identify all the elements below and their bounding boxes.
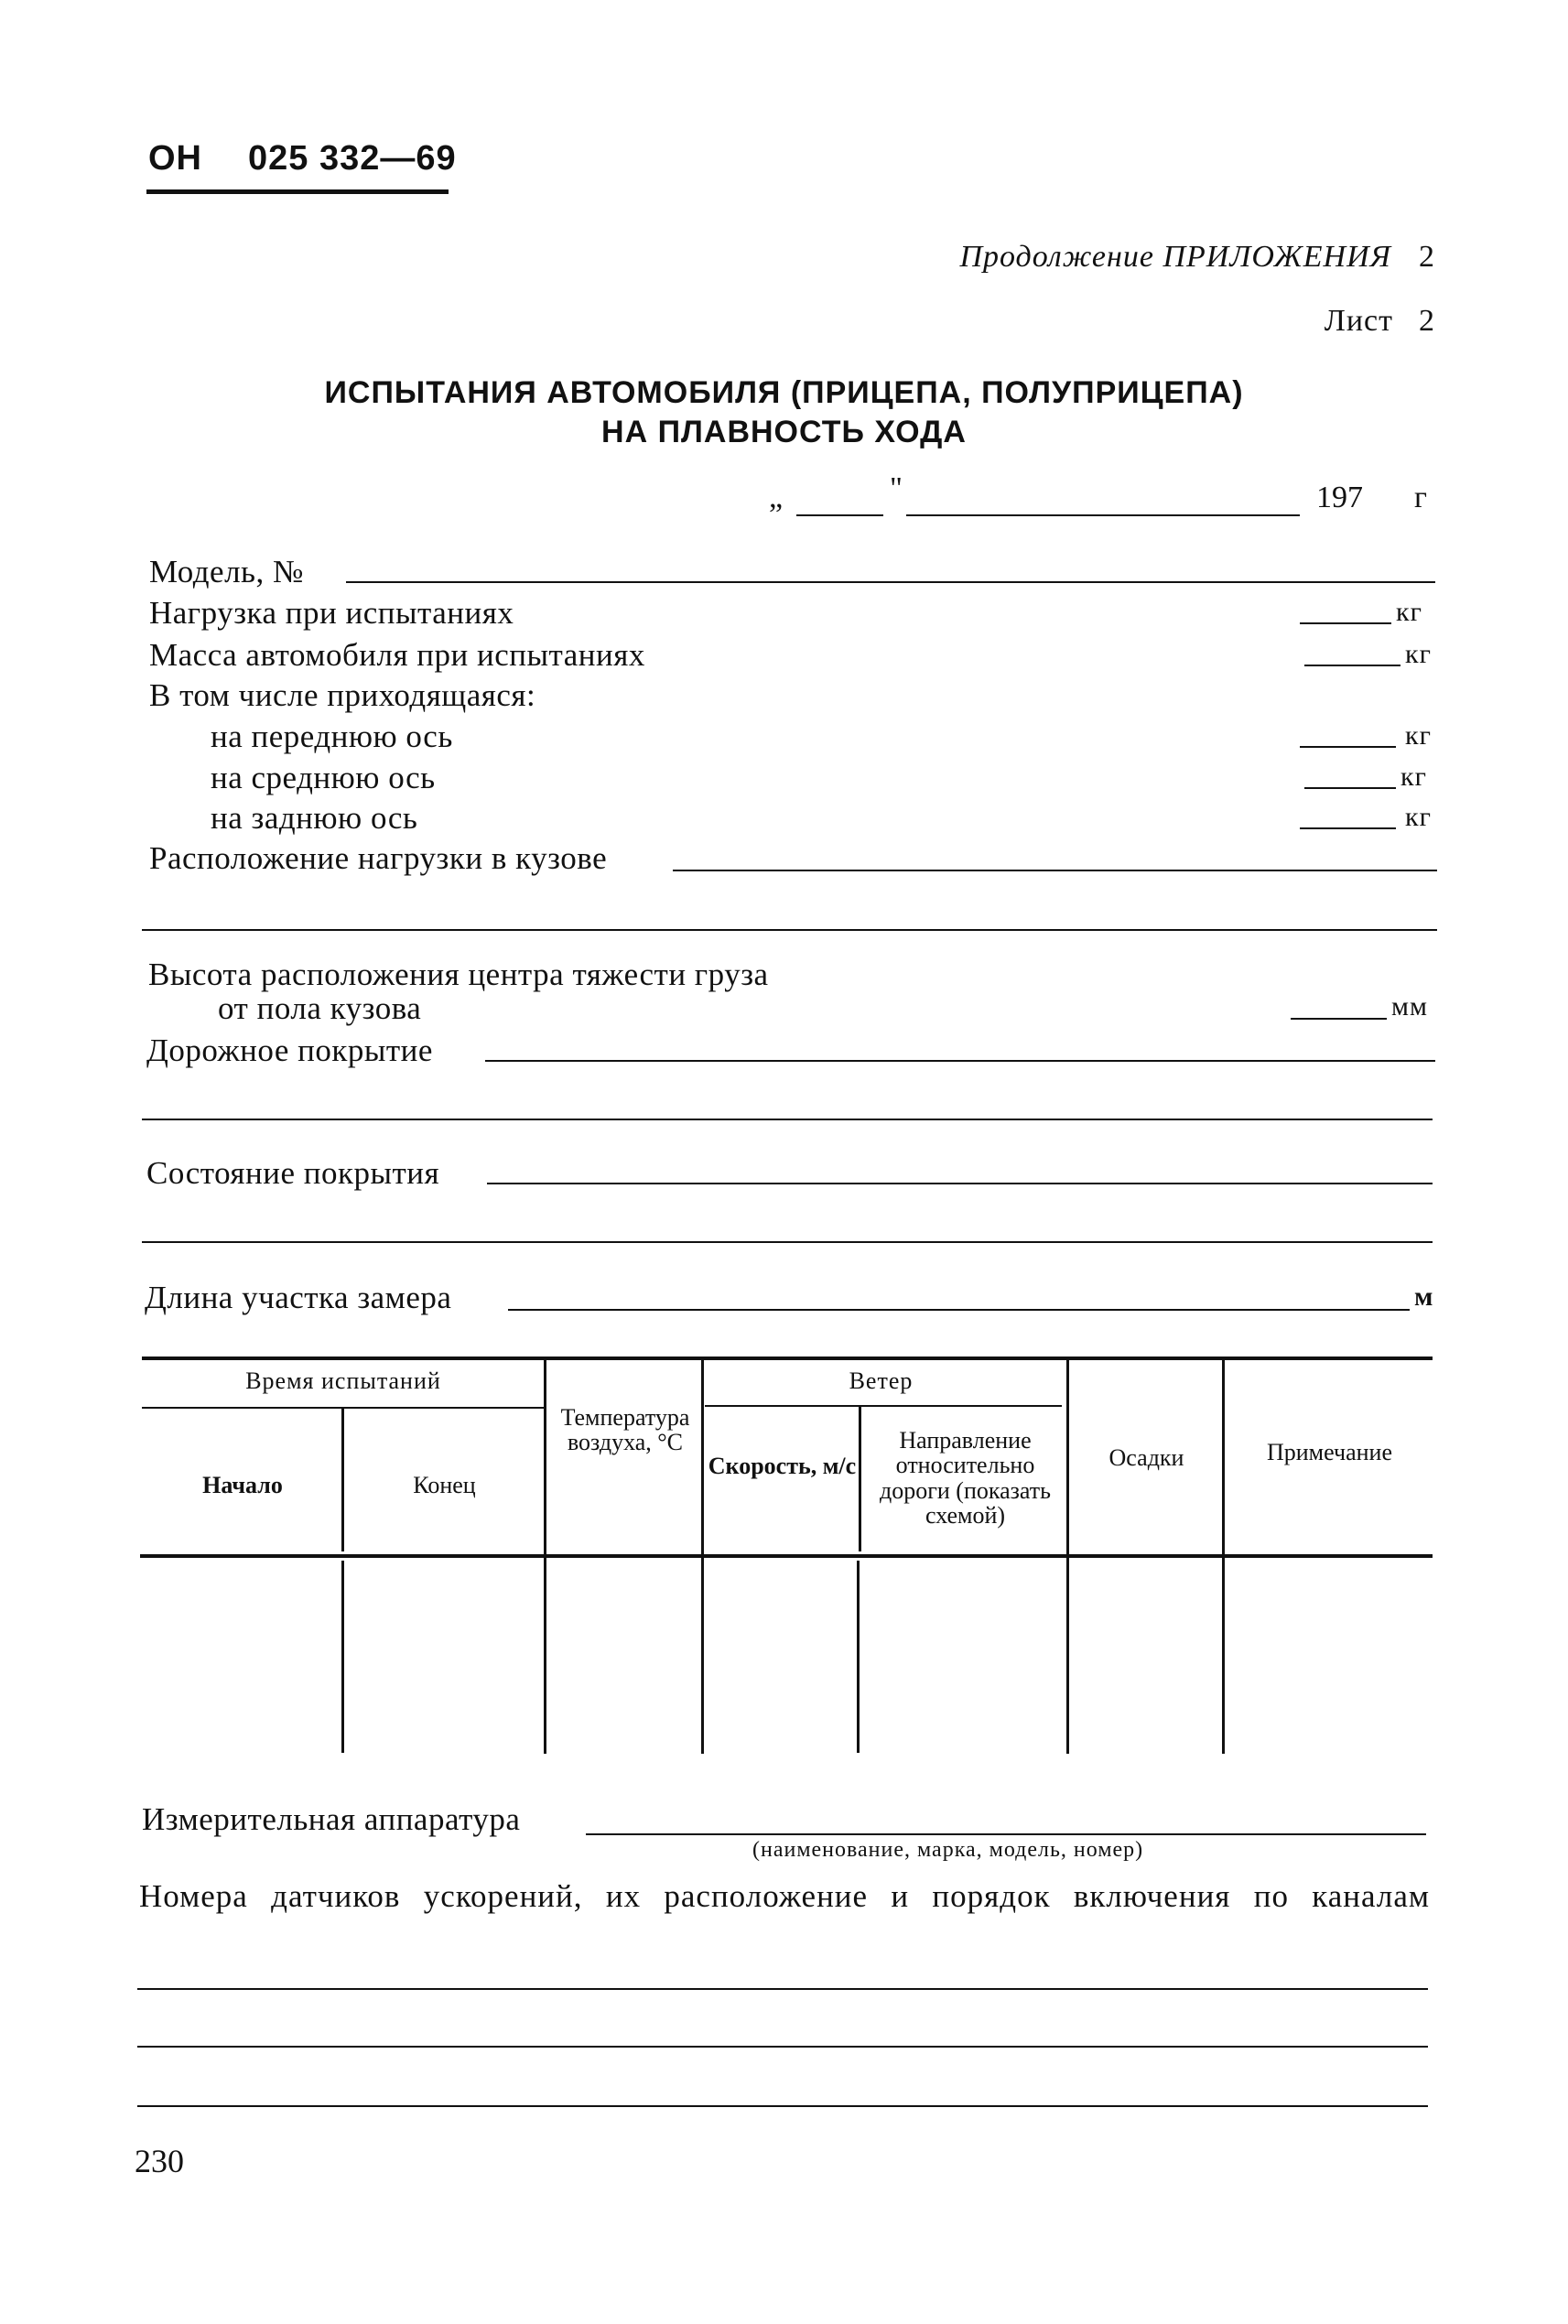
vehicle-mass-label: Масса автомобиля при испытаниях (149, 637, 645, 673)
load-position-blank-2[interactable] (142, 929, 1437, 931)
precipitation-header: Осадки (1108, 1444, 1184, 1471)
sheet-label: Лист (1324, 304, 1393, 338)
rear-axle-label: на заднюю ось (211, 800, 418, 836)
start-header: Начало (202, 1472, 283, 1498)
date-year-suffix: г (1414, 481, 1427, 514)
road-surface-label: Дорожное покрытие (146, 1032, 433, 1068)
sensors-blank-2[interactable] (137, 2046, 1428, 2048)
air-temp-header: Температура воздуха, °С (560, 1404, 690, 1456)
front-axle-blank[interactable] (1300, 746, 1396, 748)
cg-height-blank[interactable] (1291, 1018, 1387, 1020)
rear-axle-unit: кг (1405, 802, 1432, 832)
middle-axle-label: на среднюю ось (211, 760, 436, 795)
standard-prefix: ОН (148, 139, 202, 178)
rear-axle-blank[interactable] (1300, 827, 1396, 829)
cg-height-label: Высота расположения центра тяжести груза (148, 957, 769, 992)
surface-condition-label: Состояние покрытия (146, 1155, 440, 1191)
section-length-label: Длина участка замера (145, 1280, 452, 1315)
equipment-blank[interactable] (586, 1833, 1426, 1835)
col-divider-end-temp (544, 1358, 546, 1754)
surface-condition-blank[interactable] (487, 1183, 1433, 1184)
col-divider-start-end-head (341, 1407, 344, 1551)
date-year-prefix: 197 (1316, 481, 1363, 514)
col-divider-speed-dir (857, 1561, 860, 1753)
load-position-blank[interactable] (673, 870, 1437, 871)
col-divider-precip-note (1222, 1358, 1225, 1754)
cg-height-label-2: от пола кузова (218, 990, 422, 1026)
date-day-blank[interactable] (796, 514, 883, 516)
vehicle-mass-unit: кг (1405, 639, 1432, 669)
appendix-number: 2 (1419, 240, 1435, 274)
cg-height-unit: мм (1391, 991, 1428, 1021)
front-axle-unit: кг (1405, 720, 1432, 751)
form-title-line-2: НА ПЛАВНОСТЬ ХОДА (601, 415, 967, 449)
wind-speed-header: Скорость, м/с (708, 1453, 857, 1479)
appendix-continuation (959, 240, 1435, 275)
test-load-unit: кг (1396, 597, 1422, 627)
wind-direction-header: Направление относительно дороги (показать схемой) (879, 1427, 1051, 1529)
note-header: Примечание (1266, 1439, 1393, 1465)
form-title-line-1: ИСПЫТАНИЯ АВТОМОБИЛЯ (ПРИЦЕПА, ПОЛУПРИЦЕПА) (324, 375, 1244, 410)
date-close-quote: " (890, 471, 903, 505)
model-label: Модель, № (149, 554, 304, 589)
sheet-number-line (1325, 304, 1435, 339)
test-time-header: Время испытаний (245, 1367, 441, 1394)
test-load-blank[interactable] (1300, 622, 1391, 624)
model-blank[interactable] (346, 581, 1435, 583)
surface-condition-blank-2[interactable] (142, 1241, 1433, 1243)
col-divider-speed-dir-head (859, 1407, 861, 1551)
middle-axle-blank[interactable] (1304, 787, 1396, 789)
test-load-label: Нагрузка при испытаниях (149, 595, 514, 631)
middle-axle-unit: кг (1400, 762, 1427, 792)
road-surface-blank[interactable] (485, 1060, 1435, 1062)
including-label: В том числе приходящаяся: (149, 677, 536, 713)
table-top-border (142, 1357, 1433, 1360)
date-open-quote: „ (769, 481, 784, 514)
col-divider-start-end (341, 1561, 344, 1753)
standard-underline (146, 189, 449, 194)
front-axle-label: на переднюю ось (211, 719, 453, 754)
sensors-blank-3[interactable] (137, 2105, 1428, 2107)
road-surface-blank-2[interactable] (142, 1119, 1433, 1120)
date-month-blank[interactable] (906, 514, 1300, 516)
section-length-blank[interactable] (508, 1309, 1410, 1311)
standard-code: 025 332—69 (248, 139, 457, 178)
col-divider-temp-wind (701, 1358, 704, 1754)
sensors-blank-1[interactable] (137, 1988, 1428, 1990)
standard-designation (148, 139, 457, 178)
sensors-label: Номера датчиков ускорений, их расположение и порядок включения по каналам (139, 1878, 1430, 1914)
vehicle-mass-blank[interactable] (1304, 665, 1400, 666)
wind-header: Ветер (849, 1367, 914, 1394)
equipment-hint: (наименование, марка, модель, номер) (752, 1838, 1144, 1862)
continuation-label: Продолжение ПРИЛОЖЕНИЯ (959, 240, 1391, 274)
wind-subrule (705, 1405, 1062, 1407)
end-header: Конец (413, 1472, 476, 1498)
section-length-unit: м (1414, 1281, 1434, 1312)
page-number: 230 (135, 2143, 184, 2179)
equipment-label: Измерительная аппаратура (142, 1801, 521, 1837)
col-divider-wind-precip (1066, 1358, 1069, 1754)
load-position-label: Расположение нагрузки в кузове (149, 840, 608, 876)
table-header-bottom (140, 1554, 1433, 1558)
sheet-number: 2 (1419, 304, 1435, 338)
